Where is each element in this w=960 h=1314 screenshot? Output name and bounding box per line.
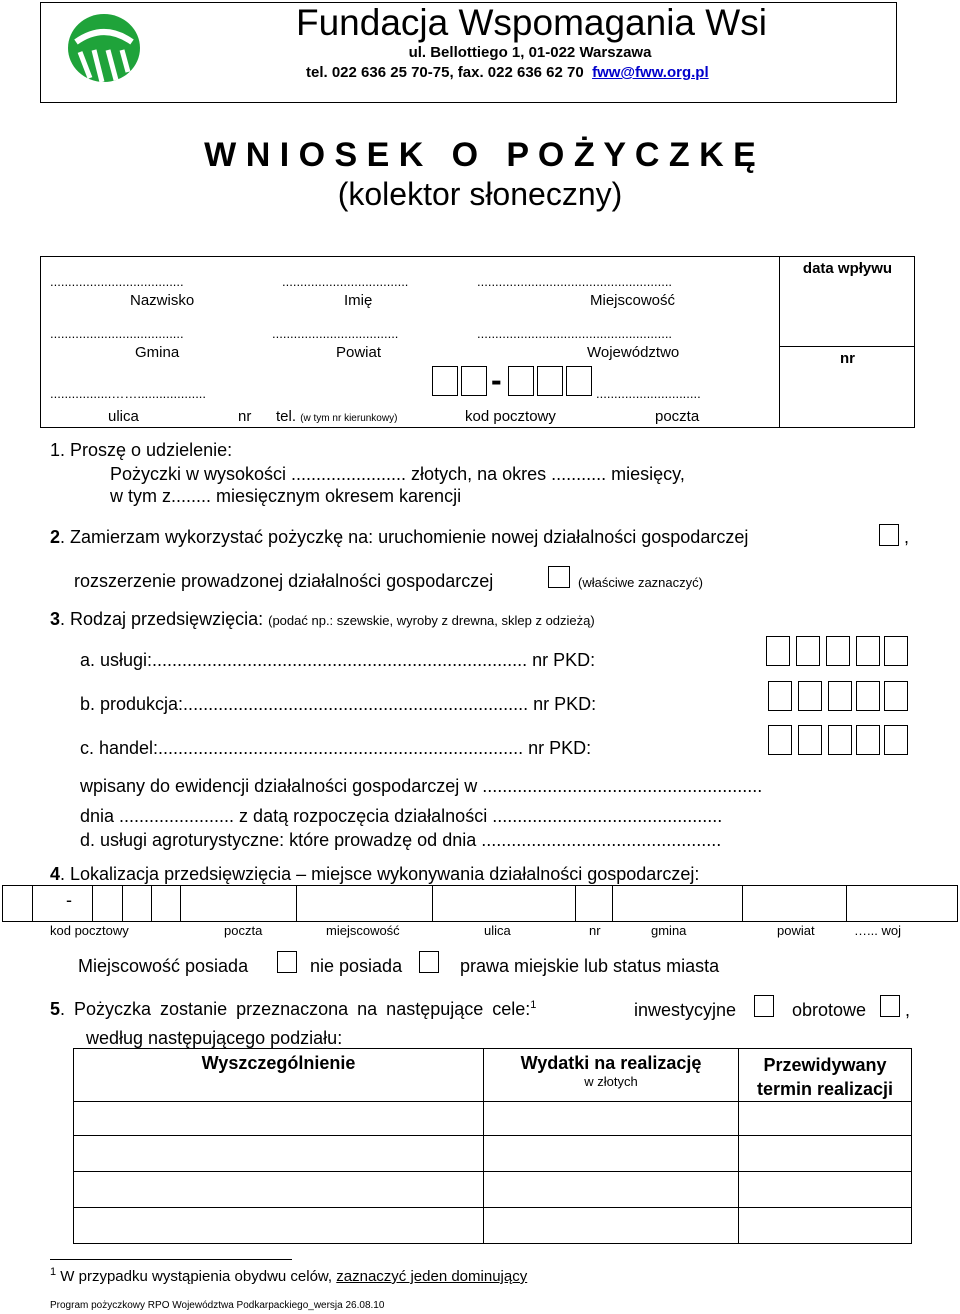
loc-label-gmina: gmina <box>651 923 687 938</box>
s5-line2: według następującego podziału: <box>86 1028 343 1048</box>
s5-comma: , <box>905 1000 911 1020</box>
side-nr-label: nr <box>840 350 855 367</box>
side-hdivider <box>779 346 915 347</box>
postal-box-2[interactable] <box>461 366 487 396</box>
s1-line1: Pożyczki w wysokości ....................... złotych, na okres ........... miesięcy, <box>110 464 685 484</box>
logo-icon <box>66 12 142 84</box>
loc-label-woj: …... woj <box>854 923 901 938</box>
s2-note: (właściwe zaznaczyć) <box>578 575 703 590</box>
s5-footnote-ref: 1 <box>530 999 537 1011</box>
label-city: Miejscowość <box>590 292 676 309</box>
loc-label-powiat: powiat <box>777 923 815 938</box>
loc-label-post-office: poczta <box>224 923 263 938</box>
s5-number: 5 <box>50 999 61 1019</box>
org-phone <box>306 64 709 81</box>
s2-line1: 2. Zamierzam wykorzystać pożyczkę na: uruchomienie nowej działalności gospodarczej <box>50 527 749 547</box>
s4-number: 4 <box>50 864 61 884</box>
dots-powiat[interactable]: ................................... <box>272 326 399 341</box>
org-phone-text: tel. 022 636 25 70-75, fax. 022 636 62 70 <box>306 64 584 81</box>
s3-note: (podać np.: szewskie, wyroby z drewna, sklep z odzieżą) <box>268 613 595 628</box>
checkbox-working-capital[interactable] <box>880 995 900 1017</box>
s3-c-handel: c. handel:......................................................................... nr PKD: <box>80 738 592 758</box>
col-header-expense-text: Wydatki na realizację <box>520 1053 702 1073</box>
s2-comma: , <box>904 527 910 547</box>
loc-div-8 <box>575 885 576 922</box>
loc-div-5 <box>180 885 181 922</box>
label-post-office: poczta <box>655 408 700 425</box>
footnote-text-underlined: zaznaczyć jeden dominujący <box>336 1268 528 1285</box>
location-row <box>2 885 958 922</box>
dots-street-tel[interactable]: .................……................... <box>50 386 207 401</box>
s3-heading-text: . Rodzaj przedsięwzięcia: <box>60 609 264 629</box>
label-street: ulica <box>108 408 139 425</box>
pkd-c-box-1[interactable] <box>768 725 792 755</box>
label-name: Imię <box>344 292 373 309</box>
pkd-b-box-2[interactable] <box>798 681 822 711</box>
loc-label-street: ulica <box>484 923 511 938</box>
loc-div-2 <box>92 885 93 922</box>
table-cell[interactable] <box>74 1208 484 1244</box>
label-tel <box>276 408 397 425</box>
postal-box-4[interactable] <box>537 366 563 396</box>
pkd-a-box-5[interactable] <box>884 636 908 666</box>
table-cell[interactable] <box>484 1208 739 1244</box>
expense-table-header <box>74 1049 912 1102</box>
footnote-marker: 1 <box>50 1266 57 1278</box>
footnote <box>50 1266 527 1285</box>
loc-div-7 <box>432 885 433 922</box>
loc-label-city: miejscowość <box>326 923 400 938</box>
s1-line2: w tym z........ miesięcznym okresem karencji <box>110 486 462 506</box>
table-cell[interactable] <box>484 1172 739 1208</box>
table-row <box>74 1136 912 1172</box>
pkd-a-box-1[interactable] <box>766 636 790 666</box>
side-divider <box>779 256 780 428</box>
s2-number: 2 <box>50 527 61 547</box>
s4-no-city-rights: nie posiada <box>310 956 403 976</box>
table-cell[interactable] <box>739 1136 912 1172</box>
s4-heading-text: . Lokalizacja przedsięwzięcia – miejsce wykonywania działalności gospodarczej: <box>60 864 700 884</box>
loc-postal-dash: - <box>66 890 72 910</box>
s1-heading: 1. Proszę o udzielenie: <box>50 440 233 460</box>
postal-box-3[interactable] <box>508 366 534 396</box>
loc-div-9 <box>612 885 613 922</box>
loc-div-11 <box>846 885 847 922</box>
table-cell[interactable] <box>484 1136 739 1172</box>
postal-dash: - <box>491 362 502 398</box>
pkd-b-box-1[interactable] <box>768 681 792 711</box>
loc-label-nr: nr <box>589 923 601 938</box>
table-cell[interactable] <box>739 1208 912 1244</box>
checkbox-has-rights[interactable] <box>277 951 297 973</box>
loc-div-1 <box>32 885 33 922</box>
label-surname: Nazwisko <box>130 292 195 309</box>
s3-a-uslugi: a. usługi:........................................................................... nr PKD: <box>80 650 596 670</box>
org-address: ul. Bellottiego 1, 01-022 Warszawa <box>408 44 652 61</box>
dots-name[interactable]: ................................... <box>282 274 409 289</box>
postal-box-5[interactable] <box>566 366 592 396</box>
postal-box-1[interactable] <box>432 366 458 396</box>
table-cell[interactable] <box>74 1136 484 1172</box>
s3-registry: wpisany do ewidencji działalności gospodarczej w ........................................................ <box>80 776 763 796</box>
s4-has-city-rights: Miejscowość posiada <box>78 956 249 976</box>
table-cell[interactable] <box>739 1102 912 1136</box>
pkd-c-box-4[interactable] <box>856 725 880 755</box>
org-name: Fundacja Wspomagania Wsi <box>296 2 767 43</box>
col-header-deadline <box>739 1049 912 1102</box>
s3-date: dnia ....................... z datą rozpoczęcia działalności .............................................. <box>80 806 723 826</box>
s5-investment-label: inwestycyjne <box>634 1000 737 1020</box>
footnote-rule <box>50 1259 292 1260</box>
table-row <box>74 1172 912 1208</box>
form-title: W N I O S E K O P O Ż Y C Z K Ę <box>204 136 756 174</box>
s3-heading <box>50 609 595 630</box>
s2-text: Zamierzam wykorzystać pożyczkę na: uruchomienie nowej działalności gospodarczej <box>70 527 749 547</box>
col-header-item <box>74 1049 484 1102</box>
dots-city[interactable]: ...................................................... <box>477 274 673 289</box>
s5-line1 <box>50 999 536 1020</box>
table-row <box>74 1208 912 1244</box>
loc-label-postal: kod pocztowy <box>50 923 129 938</box>
pkd-c-box-3[interactable] <box>828 725 852 755</box>
table-cell[interactable] <box>484 1102 739 1136</box>
loc-div-3 <box>122 885 123 922</box>
page-footer: Program pożyczkowy RPO Województwa Podkarpackiego_wersja 26.08.10 <box>50 1300 385 1311</box>
table-cell[interactable] <box>74 1102 484 1136</box>
pkd-c-box-5[interactable] <box>884 725 908 755</box>
label-wojewodztwo: Województwo <box>587 344 680 361</box>
pkd-a-box-4[interactable] <box>856 636 880 666</box>
label-postal: kod pocztowy <box>465 408 556 425</box>
col-header-expense-sub: w złotych <box>584 1074 638 1089</box>
loc-div-4 <box>151 885 152 922</box>
form-subtitle: (kolektor słoneczny) <box>337 176 623 212</box>
dots-gmina[interactable]: ..................................... <box>50 326 184 341</box>
footnote-text: W przypadku wystąpienia obydwu celów, <box>60 1268 337 1285</box>
checkbox-expand-business[interactable] <box>548 566 570 588</box>
s4-heading <box>50 864 699 885</box>
s3-number: 3 <box>50 609 61 629</box>
col-header-deadline-text: Przewidywany termin realizacji <box>756 1055 894 1099</box>
loc-div-6 <box>296 885 297 922</box>
table-cell[interactable] <box>74 1172 484 1208</box>
date-received-label: data wpływu <box>802 260 893 277</box>
col-header-expense <box>484 1049 739 1102</box>
table-row <box>74 1102 912 1136</box>
col-header-item-text: Wyszczególnienie <box>201 1053 356 1073</box>
label-nr: nr <box>238 408 252 425</box>
s4-city-rights-text: prawa miejskie lub status miasta <box>460 956 720 976</box>
s3-d-agrotourism: d. usługi agroturystyczne: które prowadzę od dnia ................................................ <box>80 830 722 850</box>
pkd-c-box-2[interactable] <box>798 725 822 755</box>
pkd-b-box-5[interactable] <box>884 681 908 711</box>
label-tel-text: tel. <box>276 408 297 425</box>
expense-table <box>73 1048 912 1244</box>
org-email-link[interactable]: fww@fww.org.pl <box>592 64 709 81</box>
label-tel-note: (w tym nr kierunkowy) <box>300 413 398 424</box>
s2-line2: rozszerzenie prowadzonej działalności gospodarczej <box>74 571 494 591</box>
dots-poczta[interactable]: ............................. <box>596 386 701 401</box>
pkd-a-box-3[interactable] <box>826 636 850 666</box>
checkbox-no-rights[interactable] <box>419 951 439 973</box>
dots-wojewodztwo[interactable]: ...................................................... <box>477 326 673 341</box>
label-gmina: Gmina <box>135 344 180 361</box>
dots-surname[interactable]: ..................................... <box>50 274 184 289</box>
checkbox-investment[interactable] <box>754 995 774 1017</box>
pkd-b-box-4[interactable] <box>856 681 880 711</box>
label-powiat: Powiat <box>336 344 382 361</box>
pkd-a-box-2[interactable] <box>796 636 820 666</box>
loc-div-10 <box>742 885 743 922</box>
pkd-b-box-3[interactable] <box>828 681 852 711</box>
s5-text: . Pożyczka zostanie przeznaczona na następujące cele: <box>60 999 531 1019</box>
s3-b-produkcja: b. produkcja:..................................................................... nr PKD: <box>80 694 597 714</box>
s5-working-capital-label: obrotowe <box>792 1000 867 1020</box>
table-cell[interactable] <box>739 1172 912 1208</box>
checkbox-new-business[interactable] <box>879 524 899 546</box>
